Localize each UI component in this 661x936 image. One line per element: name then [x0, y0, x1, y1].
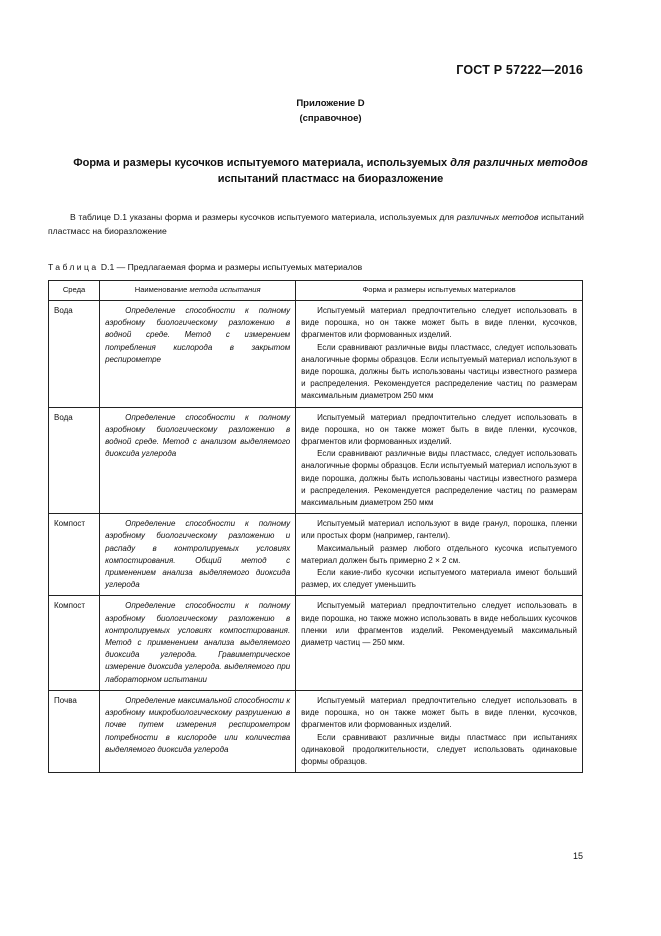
appendix-heading — [0, 96, 661, 126]
table-label: Таблица — [48, 262, 99, 272]
table-row — [49, 596, 583, 690]
table-caption-text: D.1 — Предлагаемая форма и размеры испытуемых материалов — [98, 262, 363, 272]
cell-method: Определение способности к полному аэробному биологическому разложению в водной среде. Метод с измерением потребления кислорода в закрытом респирометре — [100, 301, 296, 408]
requirement-paragraph: Если сравнивают различные виды пластмасс, следует использовать аналогичные формы образцов. Если испытуемый материал используют в виде порошка, должны быть использованы частицы известного размера и распределения. Рекомендуется распределение частиц по размерам максимальным диаметром 250 мкм — [301, 449, 577, 508]
requirement-paragraph: Испытуемый материал предпочтительно следует использовать в виде порошка, но он также может быть в виде пленки, кусочков, фрагментов или формованных изделий. — [301, 412, 577, 447]
cell-requirements — [296, 301, 583, 408]
cell-medium: Вода — [49, 407, 100, 514]
table-row — [49, 690, 583, 772]
intro-paragraph — [48, 210, 584, 238]
requirement-paragraph: Испытуемый материал предпочтительно следует использовать в виде порошка, но он также может быть в виде пленки, кусочков, фрагментов или формованных изделий. — [301, 306, 577, 340]
cell-requirements — [296, 690, 583, 772]
document-code: ГОСТ Р 57222—2016 — [456, 63, 583, 77]
appendix-title: Приложение D — [296, 98, 365, 109]
table-row — [49, 407, 583, 514]
header-method-italic: метода испытания — [189, 285, 261, 295]
requirement-paragraph: Если сравнивают различные виды пластмасс при испытаниях одинаковой продолжительности, следует использовать одинаковые формы образцов. — [301, 732, 577, 766]
title-italic: для различных методов — [450, 157, 588, 169]
cell-requirements — [296, 407, 583, 514]
header-requirements: Форма и размеры испытуемых материалов — [296, 281, 583, 301]
table-caption — [48, 262, 362, 272]
section-title — [50, 155, 611, 187]
requirement-paragraph: Испытуемый материал используют в виде гранул, порошка, пленки или простых форм (например, гантели). — [301, 519, 577, 541]
table-header-row — [49, 281, 583, 301]
title-regular: Форма и размеры кусочков испытуемого материала, используемых — [73, 157, 451, 169]
header-medium: Среда — [49, 281, 100, 301]
cell-method: Определение максимальной способности к аэробному микробиологическому разрушению в почве путем измерения респирометром потребности в кислороде или количества выделяемого диоксида углерода — [100, 690, 296, 772]
cell-method: Определение способности к полному аэробному биологическому разложению в контролируемых условиях компостирования. Метод с применением анализа выделяемого диоксида углерода. Гравиметрическое измерение диоксида углерода. выделяемого при лабораторном испытании — [100, 596, 296, 690]
cell-medium: Вода — [49, 301, 100, 408]
cell-method: Определение способности к полному аэробному биологическому разложению в водной среде. Метод с анализом выделяемого диоксида углерода — [100, 407, 296, 514]
requirement-paragraph: Если сравнивают различные виды пластмасс, следует использовать аналогичные формы образцов. Если испытуемый материал используют в виде порошка, должны быть использованы частицы известного размера и распределения. Рекомендуется распределение частиц по размерам максимальным диаметром 250 мкм — [301, 342, 577, 401]
requirement-paragraph: Если какие-либо кусочки испытуемого материала имеют больший размер, их следует уменьшить — [301, 568, 577, 590]
cell-requirements — [296, 514, 583, 596]
cell-medium: Компост — [49, 596, 100, 690]
intro-end: испытаний пластмасс на биоразложение — [48, 212, 584, 236]
cell-medium: Почва — [49, 690, 100, 772]
cell-requirements — [296, 596, 583, 690]
header-method-prefix: Наименование — [134, 285, 190, 295]
title-line2: испытаний пластмасс на биоразложение — [217, 173, 444, 185]
requirement-paragraph: Максимальный размер любого отдельного кусочка испытуемого материал должен быть примерно 2 × 2 см. — [301, 543, 577, 565]
appendix-subtitle: (справочное) — [299, 113, 362, 124]
methods-table — [48, 280, 583, 773]
table-row — [49, 301, 583, 408]
cell-medium: Компост — [49, 514, 100, 596]
page-number: 15 — [572, 851, 583, 861]
intro-italic: различных методов — [456, 212, 539, 222]
table-row — [49, 514, 583, 596]
intro-regular: В таблице D.1 указаны форма и размеры кусочков испытуемого материала, используемых для — [70, 212, 457, 222]
cell-method: Определение способности к полному аэробному биологическому разложению и распаду в контролируемых условиях компостирования. Общий метод с применением анализа выделяемого диоксида углерода — [100, 514, 296, 596]
requirement-paragraph: Испытуемый материал предпочтительно следует использовать в виде порошка, но он также может быть в виде пленки, кусочков, фрагментов или формованных изделий. — [301, 695, 577, 730]
requirement-paragraph: Испытуемый материал предпочтительно следует использовать в виде порошка, но также можно использовать в виде небольших кусочков пленки или фрагментов изделий. Рекомендуемый максимальный диаметр частиц — 250 мкм. — [301, 601, 577, 648]
header-method — [100, 281, 296, 301]
